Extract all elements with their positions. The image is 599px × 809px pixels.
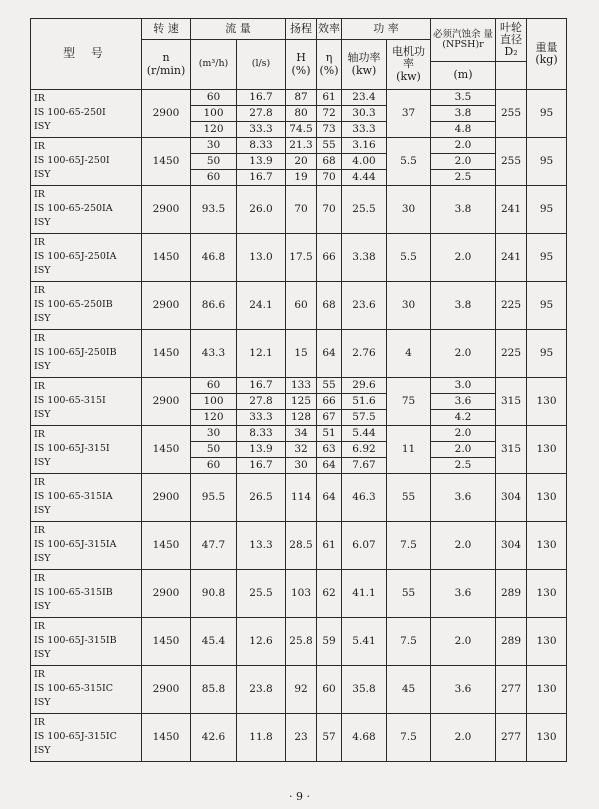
head-cell: 70 bbox=[286, 186, 317, 234]
header-npsh-unit: (m) bbox=[431, 62, 496, 90]
weight-cell: 95 bbox=[527, 90, 567, 138]
model-cell bbox=[31, 378, 142, 426]
impeller-diameter-cell: 304 bbox=[496, 522, 527, 570]
speed-cell: 2900 bbox=[142, 90, 191, 138]
model-cell bbox=[31, 618, 142, 666]
head-cell: 15 bbox=[286, 330, 317, 378]
table-row bbox=[31, 282, 567, 330]
weight-cell: 130 bbox=[527, 570, 567, 618]
efficiency-cell: 64 bbox=[317, 458, 342, 474]
header-model: 型 号 bbox=[31, 19, 142, 90]
header-motor-power bbox=[387, 40, 431, 90]
model-line: ISY bbox=[34, 217, 51, 228]
impeller-diameter-cell: 289 bbox=[496, 618, 527, 666]
efficiency-cell: 70 bbox=[317, 186, 342, 234]
weight-cell: 130 bbox=[527, 426, 567, 474]
flow-m3h-cell: 86.6 bbox=[191, 282, 237, 330]
efficiency-cell: 59 bbox=[317, 618, 342, 666]
header-head-unit: (%) bbox=[291, 63, 311, 77]
impeller-diameter-cell: 255 bbox=[496, 138, 527, 186]
motor-power-cell: 11 bbox=[387, 426, 431, 474]
motor-power-cell: 30 bbox=[387, 282, 431, 330]
speed-cell: 2900 bbox=[142, 282, 191, 330]
flow-ls-cell: 16.7 bbox=[237, 90, 286, 106]
flow-ls-cell: 13.9 bbox=[237, 442, 286, 458]
npsh-cell: 2.0 bbox=[431, 330, 496, 378]
header-eff-symbol: η bbox=[325, 51, 333, 65]
model-cell bbox=[31, 570, 142, 618]
speed-cell: 1450 bbox=[142, 618, 191, 666]
flow-ls-cell: 8.33 bbox=[237, 426, 286, 442]
npsh-cell: 3.6 bbox=[431, 666, 496, 714]
header-head-title: 扬程 bbox=[286, 19, 317, 40]
npsh-cell: 2.5 bbox=[431, 170, 496, 186]
model-cell bbox=[31, 330, 142, 378]
flow-m3h-cell: 60 bbox=[191, 170, 237, 186]
npsh-cell: 3.6 bbox=[431, 570, 496, 618]
model-line: ISY bbox=[34, 505, 51, 516]
header-eff bbox=[317, 40, 342, 90]
efficiency-cell: 57 bbox=[317, 714, 342, 762]
model-line: IS 100-65J-315IC bbox=[34, 731, 117, 742]
header-eff-unit: (%) bbox=[319, 63, 339, 77]
header-impeller-title: 叶轮直径 bbox=[500, 20, 522, 46]
model-line: ISY bbox=[34, 409, 51, 420]
header-impeller bbox=[496, 19, 527, 62]
efficiency-cell: 64 bbox=[317, 474, 342, 522]
npsh-cell: 2.0 bbox=[431, 426, 496, 442]
table-body bbox=[31, 90, 567, 762]
efficiency-cell: 73 bbox=[317, 122, 342, 138]
header-speed-title: 转 速 bbox=[142, 19, 191, 40]
header-motor-power-label: 电机功率 bbox=[392, 45, 425, 71]
npsh-cell: 2.0 bbox=[431, 618, 496, 666]
weight-cell: 130 bbox=[527, 618, 567, 666]
flow-m3h-cell: 100 bbox=[191, 394, 237, 410]
table-row bbox=[31, 618, 567, 666]
flow-m3h-cell: 60 bbox=[191, 378, 237, 394]
flow-ls-cell: 27.8 bbox=[237, 394, 286, 410]
motor-power-cell: 30 bbox=[387, 186, 431, 234]
head-cell: 21.3 bbox=[286, 138, 317, 154]
header-motor-power-unit: (kw) bbox=[396, 69, 421, 83]
head-cell: 103 bbox=[286, 570, 317, 618]
table-row bbox=[31, 186, 567, 234]
weight-cell: 130 bbox=[527, 474, 567, 522]
shaft-power-cell: 51.6 bbox=[342, 394, 387, 410]
npsh-cell: 3.8 bbox=[431, 282, 496, 330]
model-line: IS 100-65J-250IB bbox=[34, 347, 117, 358]
flow-ls-cell: 16.7 bbox=[237, 378, 286, 394]
flow-ls-cell: 33.3 bbox=[237, 410, 286, 426]
flow-m3h-cell: 47.7 bbox=[191, 522, 237, 570]
flow-ls-cell: 27.8 bbox=[237, 106, 286, 122]
model-cell bbox=[31, 474, 142, 522]
impeller-diameter-cell: 225 bbox=[496, 330, 527, 378]
model-line: ISY bbox=[34, 697, 51, 708]
weight-cell: 130 bbox=[527, 714, 567, 762]
model-cell bbox=[31, 282, 142, 330]
header-flow-title: 流 量 bbox=[191, 19, 286, 40]
flow-m3h-cell: 60 bbox=[191, 458, 237, 474]
flow-m3h-cell: 46.8 bbox=[191, 234, 237, 282]
speed-cell: 1450 bbox=[142, 714, 191, 762]
speed-cell: 1450 bbox=[142, 426, 191, 474]
shaft-power-cell: 23.6 bbox=[342, 282, 387, 330]
model-line: IR bbox=[34, 237, 45, 248]
impeller-diameter-cell: 304 bbox=[496, 474, 527, 522]
head-cell: 19 bbox=[286, 170, 317, 186]
header-flow-unit-m3h: (m³/h) bbox=[191, 40, 237, 90]
impeller-diameter-cell: 315 bbox=[496, 378, 527, 426]
flow-m3h-cell: 90.8 bbox=[191, 570, 237, 618]
motor-power-cell: 45 bbox=[387, 666, 431, 714]
flow-ls-cell: 23.8 bbox=[237, 666, 286, 714]
flow-ls-cell: 12.1 bbox=[237, 330, 286, 378]
npsh-cell: 2.0 bbox=[431, 154, 496, 170]
head-cell: 17.5 bbox=[286, 234, 317, 282]
efficiency-cell: 51 bbox=[317, 426, 342, 442]
shaft-power-cell: 30.3 bbox=[342, 106, 387, 122]
npsh-cell: 3.8 bbox=[431, 186, 496, 234]
shaft-power-cell: 3.16 bbox=[342, 138, 387, 154]
model-line: ISY bbox=[34, 745, 51, 756]
table-row bbox=[31, 522, 567, 570]
header-flow-unit-ls: (l/s) bbox=[237, 40, 286, 90]
model-line: IR bbox=[34, 285, 45, 296]
pump-spec-table bbox=[30, 18, 567, 762]
speed-cell: 1450 bbox=[142, 330, 191, 378]
model-cell bbox=[31, 234, 142, 282]
model-line: ISY bbox=[34, 121, 51, 132]
head-cell: 133 bbox=[286, 378, 317, 394]
impeller-diameter-cell: 289 bbox=[496, 570, 527, 618]
model-line: IS 100-65J-250IA bbox=[34, 251, 117, 262]
model-line: IS 100-65-250IB bbox=[34, 299, 113, 310]
head-cell: 30 bbox=[286, 458, 317, 474]
shaft-power-cell: 25.5 bbox=[342, 186, 387, 234]
model-cell bbox=[31, 90, 142, 138]
flow-ls-cell: 33.3 bbox=[237, 122, 286, 138]
weight-cell: 95 bbox=[527, 138, 567, 186]
impeller-diameter-cell: 315 bbox=[496, 426, 527, 474]
model-line: IS 100-65J-315IA bbox=[34, 539, 117, 550]
motor-power-cell: 37 bbox=[387, 90, 431, 138]
npsh-cell: 2.0 bbox=[431, 714, 496, 762]
flow-ls-cell: 16.7 bbox=[237, 170, 286, 186]
header-npsh bbox=[431, 19, 496, 62]
table-row bbox=[31, 234, 567, 282]
speed-cell: 1450 bbox=[142, 522, 191, 570]
table-row bbox=[31, 378, 567, 394]
flow-m3h-cell: 60 bbox=[191, 90, 237, 106]
model-line: IR bbox=[34, 669, 45, 680]
table-row bbox=[31, 570, 567, 618]
model-line: IR bbox=[34, 93, 45, 104]
table-row bbox=[31, 138, 567, 154]
flow-ls-cell: 8.33 bbox=[237, 138, 286, 154]
head-cell: 80 bbox=[286, 106, 317, 122]
model-line: IR bbox=[34, 333, 45, 344]
flow-m3h-cell: 120 bbox=[191, 410, 237, 426]
speed-cell: 2900 bbox=[142, 570, 191, 618]
motor-power-cell: 5.5 bbox=[387, 138, 431, 186]
efficiency-cell: 63 bbox=[317, 442, 342, 458]
shaft-power-cell: 6.92 bbox=[342, 442, 387, 458]
model-line: IS 100-65J-315I bbox=[34, 443, 110, 454]
table-row bbox=[31, 474, 567, 522]
npsh-cell: 4.2 bbox=[431, 410, 496, 426]
model-line: IS 100-65-315IB bbox=[34, 587, 113, 598]
impeller-diameter-cell: 225 bbox=[496, 282, 527, 330]
npsh-cell: 2.0 bbox=[431, 522, 496, 570]
impeller-diameter-cell: 255 bbox=[496, 90, 527, 138]
weight-cell: 130 bbox=[527, 378, 567, 426]
model-line: IS 100-65J-250I bbox=[34, 155, 110, 166]
flow-m3h-cell: 50 bbox=[191, 442, 237, 458]
header-npsh-symbol: (NPSH)r bbox=[442, 39, 484, 50]
shaft-power-cell: 4.00 bbox=[342, 154, 387, 170]
head-cell: 87 bbox=[286, 90, 317, 106]
model-line: IS 100-65-315I bbox=[34, 395, 106, 406]
shaft-power-cell: 5.41 bbox=[342, 618, 387, 666]
table-row bbox=[31, 666, 567, 714]
header-head-symbol: H bbox=[296, 51, 306, 65]
flow-ls-cell: 24.1 bbox=[237, 282, 286, 330]
head-cell: 114 bbox=[286, 474, 317, 522]
efficiency-cell: 66 bbox=[317, 234, 342, 282]
npsh-cell: 3.6 bbox=[431, 474, 496, 522]
model-cell bbox=[31, 666, 142, 714]
head-cell: 60 bbox=[286, 282, 317, 330]
impeller-diameter-cell: 277 bbox=[496, 666, 527, 714]
efficiency-cell: 55 bbox=[317, 138, 342, 154]
model-line: ISY bbox=[34, 649, 51, 660]
shaft-power-cell: 35.8 bbox=[342, 666, 387, 714]
flow-ls-cell: 26.0 bbox=[237, 186, 286, 234]
shaft-power-cell: 3.38 bbox=[342, 234, 387, 282]
flow-ls-cell: 12.6 bbox=[237, 618, 286, 666]
npsh-cell: 3.0 bbox=[431, 378, 496, 394]
model-line: IR bbox=[34, 189, 45, 200]
shaft-power-cell: 2.76 bbox=[342, 330, 387, 378]
header-eff-title: 效率 bbox=[317, 19, 342, 40]
model-line: IR bbox=[34, 429, 45, 440]
model-line: IR bbox=[34, 525, 45, 536]
shaft-power-cell: 57.5 bbox=[342, 410, 387, 426]
header-weight-title: 重量 bbox=[535, 40, 558, 54]
weight-cell: 95 bbox=[527, 330, 567, 378]
header-speed bbox=[142, 40, 191, 90]
weight-cell: 95 bbox=[527, 234, 567, 282]
header-weight bbox=[527, 19, 567, 90]
flow-ls-cell: 11.8 bbox=[237, 714, 286, 762]
efficiency-cell: 55 bbox=[317, 378, 342, 394]
npsh-cell: 2.0 bbox=[431, 442, 496, 458]
flow-m3h-cell: 93.5 bbox=[191, 186, 237, 234]
model-line: IR bbox=[34, 381, 45, 392]
speed-cell: 2900 bbox=[142, 186, 191, 234]
flow-m3h-cell: 100 bbox=[191, 106, 237, 122]
head-cell: 20 bbox=[286, 154, 317, 170]
header-power-title: 功 率 bbox=[342, 19, 431, 40]
motor-power-cell: 55 bbox=[387, 474, 431, 522]
head-cell: 32 bbox=[286, 442, 317, 458]
flow-ls-cell: 13.3 bbox=[237, 522, 286, 570]
model-cell bbox=[31, 138, 142, 186]
header-weight-unit: (kg) bbox=[535, 53, 558, 66]
npsh-cell: 2.0 bbox=[431, 138, 496, 154]
impeller-diameter-cell: 241 bbox=[496, 234, 527, 282]
weight-cell: 130 bbox=[527, 522, 567, 570]
head-cell: 23 bbox=[286, 714, 317, 762]
model-line: ISY bbox=[34, 169, 51, 180]
table-row bbox=[31, 714, 567, 762]
npsh-cell: 2.5 bbox=[431, 458, 496, 474]
motor-power-cell: 55 bbox=[387, 570, 431, 618]
model-line: ISY bbox=[34, 457, 51, 468]
model-line: IR bbox=[34, 141, 45, 152]
model-line: ISY bbox=[34, 553, 51, 564]
model-line: IR bbox=[34, 717, 45, 728]
motor-power-cell: 4 bbox=[387, 330, 431, 378]
flow-m3h-cell: 30 bbox=[191, 426, 237, 442]
shaft-power-cell: 23.4 bbox=[342, 90, 387, 106]
flow-m3h-cell: 30 bbox=[191, 138, 237, 154]
header-shaft-power-label: 轴功率 bbox=[347, 51, 381, 65]
model-line: IR bbox=[34, 573, 45, 584]
impeller-diameter-cell: 241 bbox=[496, 186, 527, 234]
efficiency-cell: 64 bbox=[317, 330, 342, 378]
motor-power-cell: 5.5 bbox=[387, 234, 431, 282]
model-line: IS 100-65-250IA bbox=[34, 203, 113, 214]
weight-cell: 95 bbox=[527, 282, 567, 330]
efficiency-cell: 68 bbox=[317, 154, 342, 170]
speed-cell: 1450 bbox=[142, 234, 191, 282]
impeller-diameter-cell: 277 bbox=[496, 714, 527, 762]
head-cell: 92 bbox=[286, 666, 317, 714]
efficiency-cell: 66 bbox=[317, 394, 342, 410]
header-speed-unit: (r/min) bbox=[146, 63, 186, 77]
head-cell: 74.5 bbox=[286, 122, 317, 138]
flow-ls-cell: 25.5 bbox=[237, 570, 286, 618]
speed-cell: 2900 bbox=[142, 474, 191, 522]
efficiency-cell: 62 bbox=[317, 570, 342, 618]
header-shaft-power bbox=[342, 40, 387, 90]
flow-m3h-cell: 120 bbox=[191, 122, 237, 138]
efficiency-cell: 60 bbox=[317, 666, 342, 714]
head-cell: 25.8 bbox=[286, 618, 317, 666]
flow-m3h-cell: 43.3 bbox=[191, 330, 237, 378]
header-impeller-blank bbox=[496, 62, 527, 90]
speed-cell: 1450 bbox=[142, 138, 191, 186]
flow-m3h-cell: 50 bbox=[191, 154, 237, 170]
shaft-power-cell: 4.68 bbox=[342, 714, 387, 762]
model-line: ISY bbox=[34, 313, 51, 324]
motor-power-cell: 75 bbox=[387, 378, 431, 426]
model-cell bbox=[31, 186, 142, 234]
head-cell: 28.5 bbox=[286, 522, 317, 570]
efficiency-cell: 68 bbox=[317, 282, 342, 330]
head-cell: 125 bbox=[286, 394, 317, 410]
motor-power-cell: 7.5 bbox=[387, 714, 431, 762]
shaft-power-cell: 29.6 bbox=[342, 378, 387, 394]
efficiency-cell: 61 bbox=[317, 522, 342, 570]
motor-power-cell: 7.5 bbox=[387, 618, 431, 666]
efficiency-cell: 72 bbox=[317, 106, 342, 122]
shaft-power-cell: 33.3 bbox=[342, 122, 387, 138]
shaft-power-cell: 46.3 bbox=[342, 474, 387, 522]
model-line: IS 100-65-315IC bbox=[34, 683, 114, 694]
speed-cell: 2900 bbox=[142, 378, 191, 426]
model-line: IS 100-65-315IA bbox=[34, 491, 113, 502]
weight-cell: 130 bbox=[527, 666, 567, 714]
table-row bbox=[31, 330, 567, 378]
motor-power-cell: 7.5 bbox=[387, 522, 431, 570]
model-line: IR bbox=[34, 621, 45, 632]
speed-cell: 2900 bbox=[142, 666, 191, 714]
shaft-power-cell: 6.07 bbox=[342, 522, 387, 570]
flow-ls-cell: 13.0 bbox=[237, 234, 286, 282]
model-line: IR bbox=[34, 477, 45, 488]
flow-ls-cell: 16.7 bbox=[237, 458, 286, 474]
table-row bbox=[31, 426, 567, 442]
flow-m3h-cell: 95.5 bbox=[191, 474, 237, 522]
efficiency-cell: 67 bbox=[317, 410, 342, 426]
header-head bbox=[286, 40, 317, 90]
model-line: ISY bbox=[34, 265, 51, 276]
header-impeller-symbol: D₂ bbox=[504, 45, 518, 59]
flow-m3h-cell: 42.6 bbox=[191, 714, 237, 762]
model-line: IS 100-65J-315IB bbox=[34, 635, 117, 646]
npsh-cell: 2.0 bbox=[431, 234, 496, 282]
shaft-power-cell: 5.44 bbox=[342, 426, 387, 442]
npsh-cell: 4.8 bbox=[431, 122, 496, 138]
header-shaft-power-unit: (kw) bbox=[351, 63, 377, 77]
model-cell bbox=[31, 714, 142, 762]
model-line: ISY bbox=[34, 361, 51, 372]
header-npsh-title: 必须汽蚀余 量 bbox=[432, 28, 494, 40]
head-cell: 128 bbox=[286, 410, 317, 426]
efficiency-cell: 70 bbox=[317, 170, 342, 186]
table-header bbox=[31, 19, 567, 90]
shaft-power-cell: 41.1 bbox=[342, 570, 387, 618]
model-cell bbox=[31, 426, 142, 474]
model-cell bbox=[31, 522, 142, 570]
head-cell: 34 bbox=[286, 426, 317, 442]
weight-cell: 95 bbox=[527, 186, 567, 234]
flow-ls-cell: 13.9 bbox=[237, 154, 286, 170]
npsh-cell: 3.6 bbox=[431, 394, 496, 410]
flow-m3h-cell: 85.8 bbox=[191, 666, 237, 714]
flow-ls-cell: 26.5 bbox=[237, 474, 286, 522]
table-row bbox=[31, 90, 567, 106]
shaft-power-cell: 4.44 bbox=[342, 170, 387, 186]
header-speed-symbol: n bbox=[162, 51, 170, 65]
efficiency-cell: 61 bbox=[317, 90, 342, 106]
page-number: · 9 · bbox=[289, 790, 310, 803]
model-line: IS 100-65-250I bbox=[34, 107, 106, 118]
model-line: ISY bbox=[34, 601, 51, 612]
npsh-cell: 3.8 bbox=[431, 106, 496, 122]
npsh-cell: 3.5 bbox=[431, 90, 496, 106]
shaft-power-cell: 7.67 bbox=[342, 458, 387, 474]
flow-m3h-cell: 45.4 bbox=[191, 618, 237, 666]
